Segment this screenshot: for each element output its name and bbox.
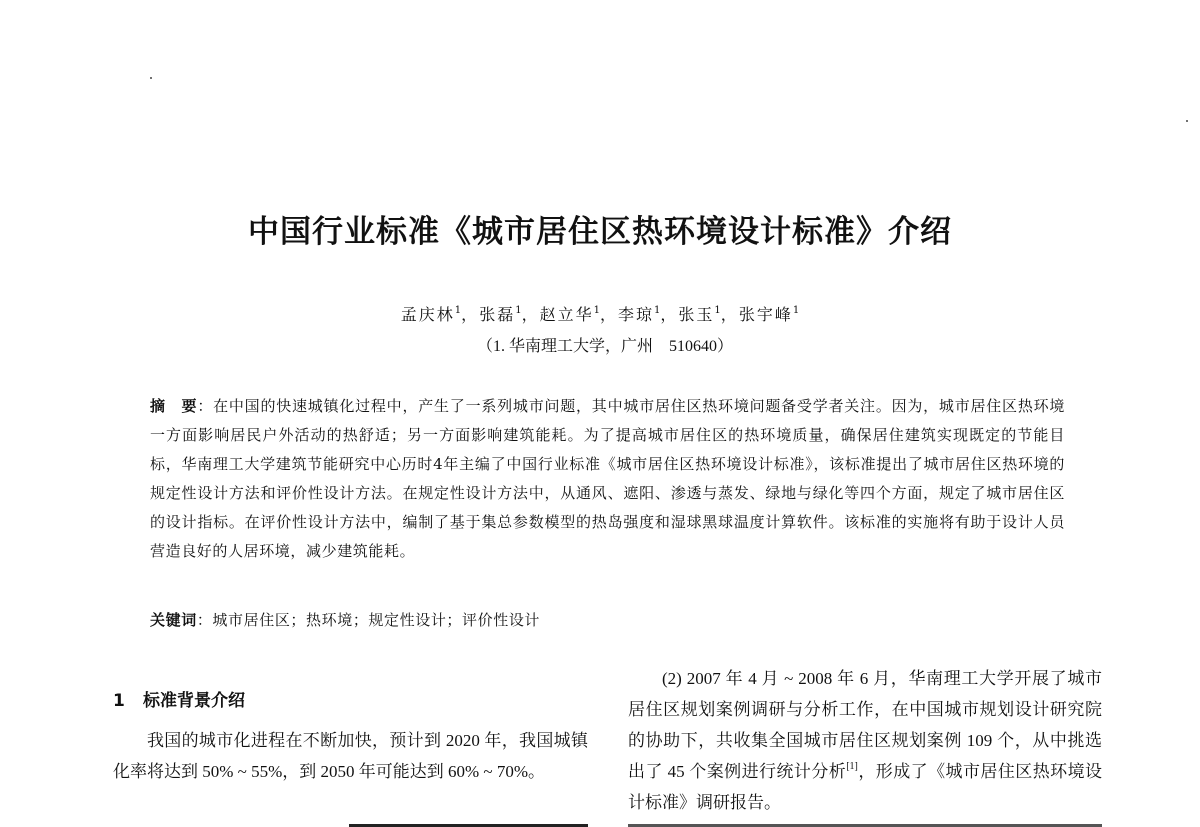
scan-speck (1186, 120, 1188, 122)
body-paragraph: 我国的城市化进程在不断加快，预计到 2020 年，我国城镇化率将达到 50% ~ 55%，到 2050 年可能达到 60% ~ 70%。 (113, 731, 588, 781)
cut-off-text-line (113, 818, 588, 827)
abstract-text: ：在中国的快速城镇化过程中，产生了一系列城市问题，其中城市居住区热环境问题备受学者关注。因为，城市居住区热环境一方面影响居民户外活动的热舒适；另一方面影响建筑能耗。为了提高城市居住区的热环境质量，确保居住建筑实现既定的节能目标，华南理工大学建筑节能研究中心历时4年主编了中国行业标准《城市居住区热环境设计标准》，该标准提出了城市居住区热环境的规定性设计方法和评价性设计方法。在规定性设计方法中，从通风、遮阳、渗透与蒸发、绿地与绿化等四个方面，规定了城市居住区的设计指标。在评价性设计方法中，编制了基于集总参数模型的热岛强度和湿球黑球温度计算软件。该标准的实施将有助于设计人员营造良好的人居环境，减少建筑能耗。 (150, 397, 1065, 560)
affiliation: （1. 华南理工大学，广州 510640） (476, 338, 733, 355)
paper-title: 中国行业标准《城市居住区热环境设计标准》介绍 (248, 214, 952, 250)
author-separator: ， (521, 305, 540, 324)
section-number: 1 (113, 691, 125, 711)
abstract-label: 摘 要 (150, 397, 198, 415)
keywords-label: 关键词 (150, 611, 197, 629)
author-separator: ， (720, 305, 739, 324)
paragraph-text: ，形成了《城市居住区热环境设计标准》调研报告。 (628, 762, 1103, 812)
author-name: 李琼 (618, 305, 655, 324)
body-paragraph (628, 663, 1102, 818)
section-title: 标准背景介绍 (143, 691, 245, 711)
author-affiliation-marker: 1 (792, 305, 800, 316)
author-name: 孟庆林 (400, 305, 455, 324)
author-affiliation-marker: 1 (454, 305, 462, 316)
author-affiliation-marker: 1 (714, 305, 721, 316)
keywords (150, 609, 1065, 630)
section-heading (113, 686, 588, 711)
author-name: 张宇峰 (738, 305, 793, 324)
author-affiliation-marker: 1 (593, 305, 600, 316)
author-name: 张玉 (678, 305, 715, 324)
paragraph-text: (2) 2007 年 4 月 ~ 2008 年 6 月，华南理工大学开展了城市居住区规划案例调研与分析工作，在中国城市规划设计研究院的协助下，共收集全国城市居住区规划案例 109 个，从中挑选出了 45 个案例进行统计分析 (628, 669, 1102, 781)
cut-off-text-line (628, 818, 1102, 827)
author-affiliation-marker: 1 (654, 305, 661, 316)
keywords-text: ：城市居住区；热环境；规定性设计；评价性设计 (196, 611, 541, 629)
author-list (0, 302, 1200, 325)
citation-ref: [1] (846, 761, 858, 772)
author-separator: ， (461, 305, 480, 324)
scan-speck (150, 77, 152, 79)
author-separator: ， (599, 305, 618, 324)
left-column (113, 686, 588, 787)
abstract (150, 392, 1065, 566)
right-column (628, 663, 1102, 818)
author-affiliation-marker: 1 (515, 305, 522, 316)
author-name: 赵立华 (539, 305, 594, 324)
author-name: 张磊 (479, 305, 516, 324)
author-separator: ， (660, 305, 679, 324)
